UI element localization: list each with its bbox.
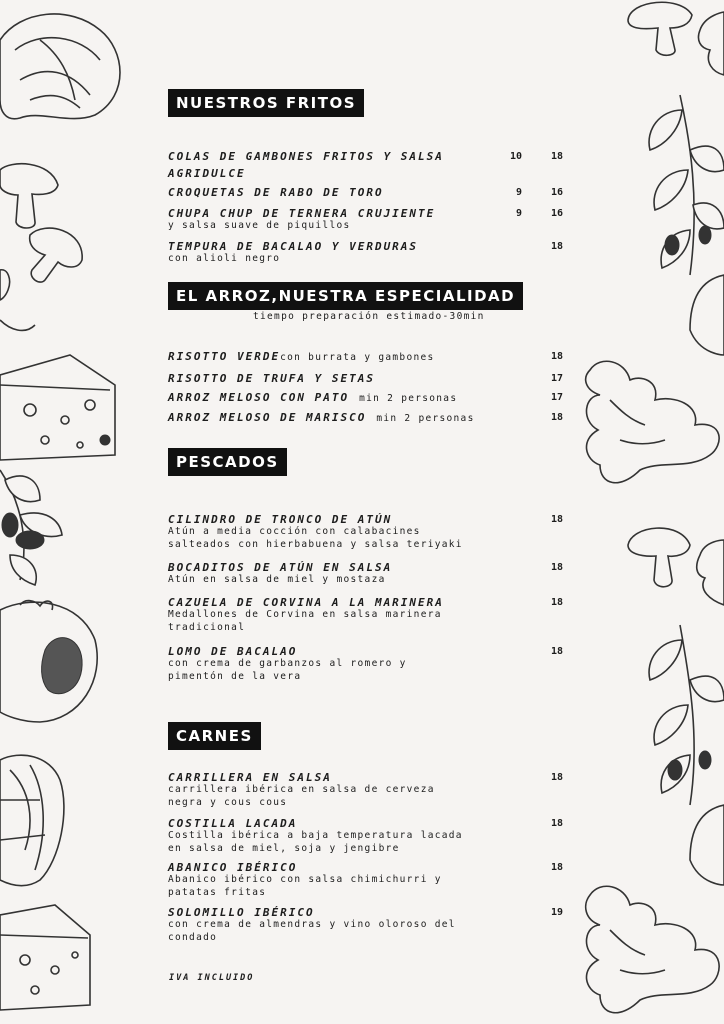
item-name: CROQUETAS DE RABO DE TORO xyxy=(168,186,384,199)
item-note: min 2 personas xyxy=(376,413,475,424)
item-price-half: 9 xyxy=(515,187,522,198)
item-description: Atún en salsa de miel y mostaza xyxy=(168,574,386,585)
item-description: Costilla ibérica a baja temperatura lacada en salsa de miel, soja y jengibre xyxy=(168,830,463,854)
item-name: ARROZ MELOSO DE MARISCO min 2 personas xyxy=(168,411,475,424)
menu-item xyxy=(168,559,568,586)
item-name: COSTILLA LACADA xyxy=(168,817,298,830)
item-description: Medallones de Corvina en salsa marinera tradicional xyxy=(168,609,442,633)
item-price: 19 xyxy=(550,907,564,918)
menu-item xyxy=(168,859,568,899)
item-name: CARRILLERA EN SALSA xyxy=(168,771,332,784)
item-name: LOMO DE BACALAO xyxy=(168,645,298,658)
item-name: CILINDRO DE TRONCO DE ATÚN xyxy=(168,513,393,526)
item-name: CAZUELA DE CORVINA A LA MARINERA xyxy=(168,596,444,609)
mushroom-icon xyxy=(628,2,724,75)
item-name: CHUPA CHUP DE TERNERA CRUJIENTE xyxy=(168,207,436,220)
menu-item xyxy=(168,815,568,855)
item-description: con alioli negro xyxy=(168,253,281,264)
item-note: min 2 personas xyxy=(359,393,458,404)
item-price: 18 xyxy=(550,241,564,252)
item-price: 16 xyxy=(550,208,564,219)
item-name: ARROZ MELOSO CON PATO min 2 personas xyxy=(168,391,458,404)
section-header-carnes: CARNES xyxy=(168,722,261,750)
item-price: 16 xyxy=(550,187,564,198)
item-price: 18 xyxy=(550,772,564,783)
item-name: RISOTTO DE TRUFA Y SETAS xyxy=(168,372,375,385)
menu-item xyxy=(168,643,568,683)
menu-item xyxy=(168,184,568,201)
olive-branch-icon xyxy=(0,470,62,585)
item-price: 18 xyxy=(550,412,564,423)
item-name: COLAS DE GAMBONES FRITOS Y SALSA AGRIDULCE xyxy=(168,150,444,180)
item-price: 18 xyxy=(550,597,564,608)
item-name: ABANICO IBÉRICO xyxy=(168,861,298,874)
mushroom-icon xyxy=(0,164,82,300)
section-subtitle: tiempo preparación estimado-30min xyxy=(253,311,485,322)
item-description: y salsa suave de piquillos xyxy=(168,220,351,231)
menu-item xyxy=(168,370,568,387)
item-price: 18 xyxy=(550,818,564,829)
menu-item xyxy=(168,389,568,407)
menu-item xyxy=(168,409,568,427)
tax-note: IVA INCLUIDO xyxy=(169,973,255,983)
croissant-icon xyxy=(0,755,64,886)
item-note: con burrata y gambones xyxy=(280,352,435,363)
menu-item xyxy=(168,148,568,182)
section-header-fritos: NUESTROS FRITOS xyxy=(168,89,364,117)
item-name: SOLOMILLO IBÉRICO xyxy=(168,906,315,919)
item-price-half: 9 xyxy=(515,208,522,219)
cheese-icon xyxy=(0,905,90,1010)
item-price: 18 xyxy=(550,862,564,873)
menu-item xyxy=(168,348,568,366)
item-name: BOCADITOS DE ATÚN EN SALSA xyxy=(168,561,393,574)
menu-item xyxy=(168,205,568,232)
ginger-icon xyxy=(586,886,719,1012)
menu-item xyxy=(168,594,568,634)
item-price: 18 xyxy=(550,646,564,657)
item-description: carrillera ibérica en salsa de cerveza negra y cous cous xyxy=(168,784,435,808)
mushroom-icon xyxy=(628,528,724,605)
item-description: con crema de almendras y vino oloroso del condado xyxy=(168,919,456,943)
item-name: TEMPURA DE BACALAO Y VERDURAS xyxy=(168,240,419,253)
section-header-arroz: EL ARROZ,NUESTRA ESPECIALIDAD xyxy=(168,282,523,310)
menu-item xyxy=(168,511,568,551)
item-description: Atún a media cocción con calabacines salteados con hierbabuena y salsa teriyaki xyxy=(168,526,463,550)
section-header-pescados: PESCADOS xyxy=(168,448,287,476)
item-description: Abanico ibérico con salsa chimichurri y patatas fritas xyxy=(168,874,442,898)
item-price-half: 10 xyxy=(509,151,522,162)
item-price: 18 xyxy=(550,351,564,362)
item-name: RISOTTO VERDEcon burrata y gambones xyxy=(168,350,435,363)
item-price: 18 xyxy=(550,514,564,525)
menu-item xyxy=(168,238,568,265)
menu-item xyxy=(168,769,568,809)
leaf-branch-icon xyxy=(649,95,724,275)
item-price: 17 xyxy=(550,373,564,384)
steak-icon xyxy=(0,14,120,119)
menu-item xyxy=(168,904,568,944)
item-description: con crema de garbanzos al romero y pimentón de la vera xyxy=(168,658,407,682)
cheese-icon xyxy=(0,320,115,460)
item-price: 18 xyxy=(550,151,564,162)
item-price: 18 xyxy=(550,562,564,573)
ginger-icon xyxy=(586,361,719,482)
item-price: 17 xyxy=(550,392,564,403)
tomato-icon xyxy=(0,601,97,722)
olive-branch-icon xyxy=(649,625,724,805)
